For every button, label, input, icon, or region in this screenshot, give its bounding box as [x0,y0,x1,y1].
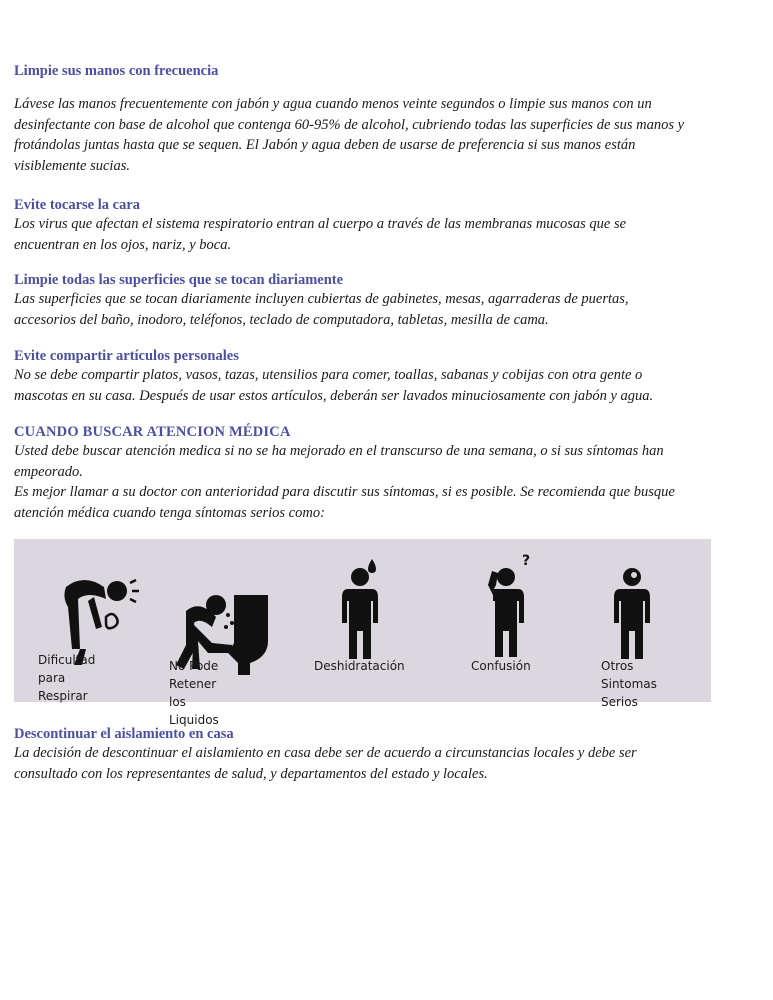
paragraph-line: frotándolas juntas hasta que se sequen. El Jabón y agua deben de usarse de preferencia si sus manos están [14,137,636,153]
paragraph-line: Las superficies que se tocan diariamente incluyen cubiertas de gabinetes, mesas, agarraderas de puertas, [14,291,629,307]
section-heading: CUANDO BUSCAR ATENCION MÉDICA [14,424,291,440]
section-clean-surfaces [14,271,726,330]
paragraph-line: No se debe compartir platos, vasos, tazas, utensilios para comer, toallas, sabanas y cobijas con otra gente o [14,367,643,383]
paragraph-line: consultado con los representantes de salud, y departamentos del estado y locales. [14,765,488,782]
section-heading: Descontinuar el aislamiento en casa [14,726,234,742]
section-avoid-face [14,196,726,255]
section-hand-washing [14,62,726,176]
paragraph-line: La decisión de descontinuar el aislamiento en casa debe ser de acuerdo a circunstancias locales y debe ser [14,745,637,761]
dehydration-icon [332,551,392,661]
section-heading: Limpie todas las superficies que se tocan diariamente [14,272,344,288]
symptom-label: Deshidratación [314,659,405,673]
paragraph-line: Usted debe buscar atención medica si no se ha mejorado en el transcurso de una semana, o si sus síntomas han [14,443,664,459]
section-medical-attention [14,423,726,523]
paragraph-line: Los virus que afectan el sistema respiratorio entran al cuerpo a través de las membranas mucosas que se [14,216,627,232]
symptom-label: No Pode Retener los Liquidos [169,659,219,727]
paragraph-line: visiblemente sucias. [14,157,130,174]
svg-text:?: ? [522,553,531,569]
paragraph-line: Es mejor llamar a su doctor con anterioridad para discutir sus síntomas, si es posible. Se recomienda que busque [14,484,675,500]
symptom-label: Confusión [471,659,531,673]
paragraph-line: encuentran en los ojos, nariz, y boca. [14,236,232,253]
other-symptoms-icon [604,553,664,663]
paragraph-line: desinfectante con base de alcohol que contenga 60-95% de alcohol, cubriendo todas las superficies de sus manos y [14,116,685,133]
section-discontinue-isolation [14,725,726,784]
paragraph-line: Lávese las manos frecuentemente con jabón y agua cuando menos veinte segundos o limpie sus manos con un [14,96,652,112]
confusion-icon [478,549,548,659]
paragraph-line: mascotas en su casa. Después de usar estos artículos, deberán ser lavados minuciosamente con jabón y agua. [14,387,654,404]
section-heading: Evite tocarse la cara [14,197,141,213]
paragraph-line: accesorios del baño, inodoro, teléfonos, teclado de computadora, tabletas, mesilla de cama. [14,311,549,328]
symptoms-panel [14,539,711,727]
symptom-label: Dificultad para Respirar [38,653,96,703]
section-personal-items [14,347,726,406]
section-heading: Evite compartir artículos personales [14,348,239,364]
section-heading: Limpie sus manos con frecuencia [14,63,219,79]
symptom-label: Otros Sintomas Serios [601,659,657,709]
paragraph-line: atención médica cuando tenga síntomas serios como: [14,504,325,521]
paragraph-line: empeorado. [14,463,83,480]
